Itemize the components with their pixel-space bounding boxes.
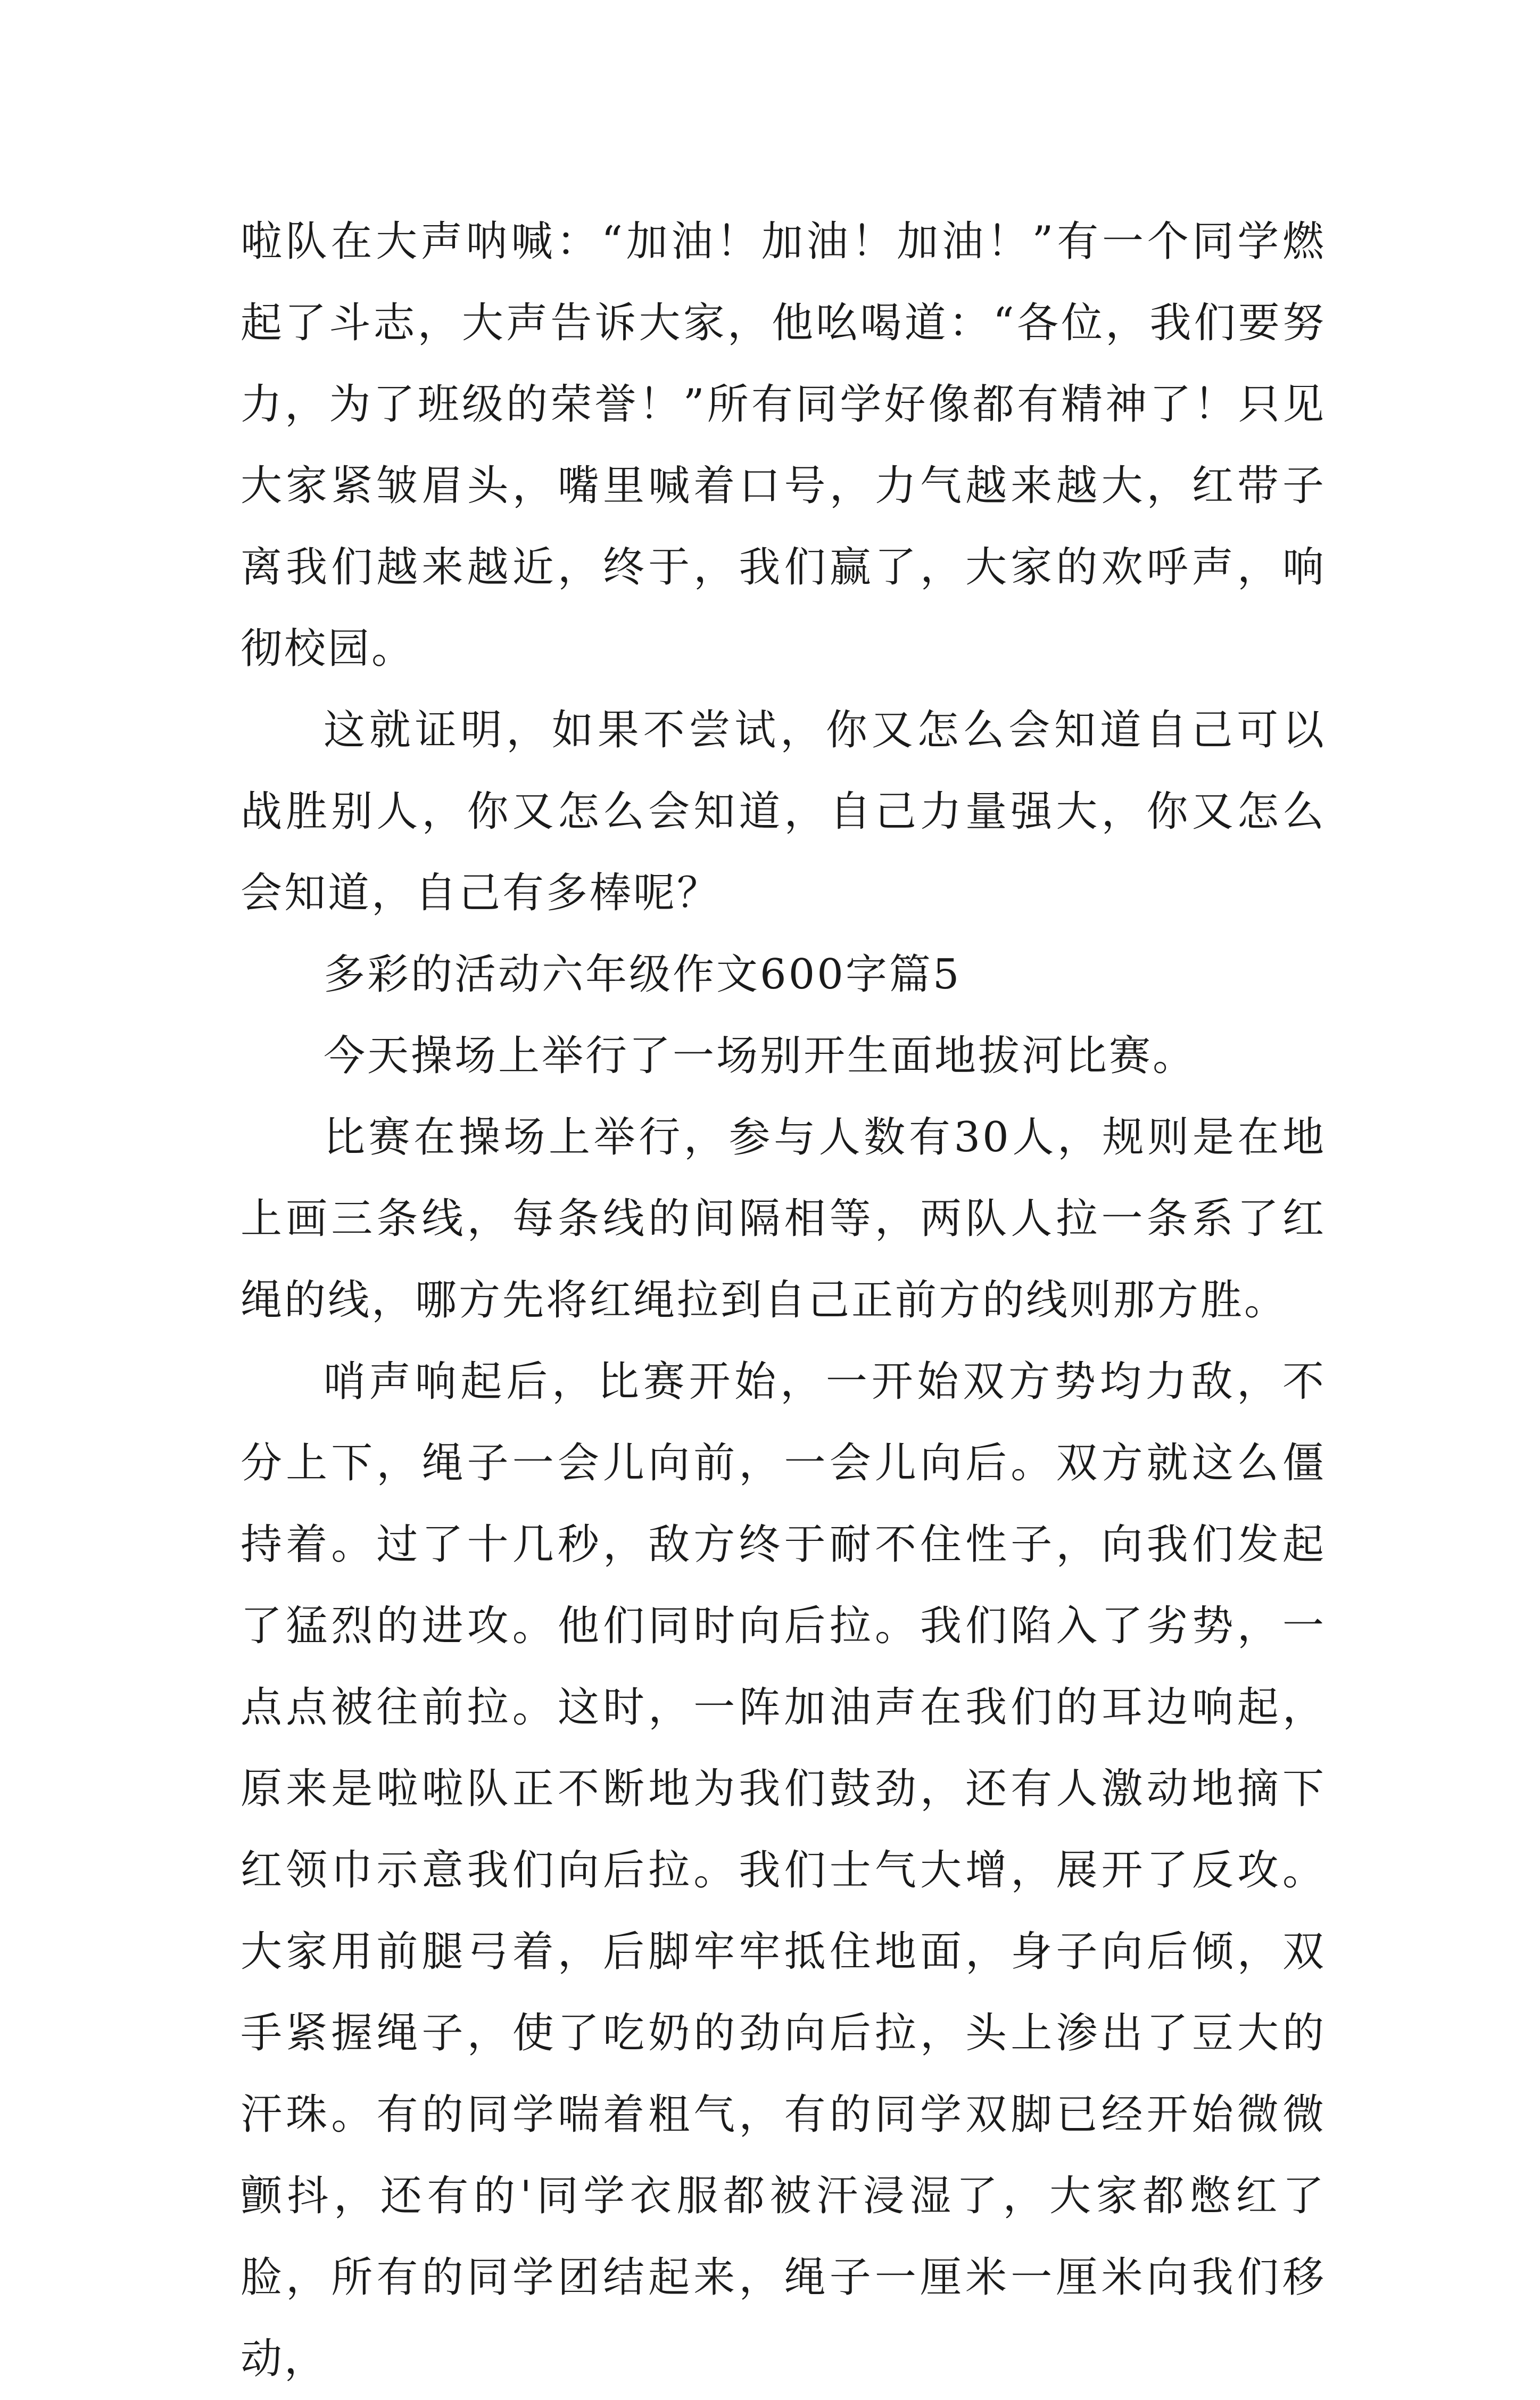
paragraph: 比赛在操场上举行，参与人数有30人，规则是在地上画三条线，每条线的间隔相等，两队人拉一条系了红绳的线，哪方先将红绳拉到自己正前方的线则那方胜。 bbox=[241, 1114, 1326, 1324]
body-text bbox=[241, 201, 1326, 2400]
paragraph: 这就证明，如果不尝试，你又怎么会知道自己可以战胜别人，你又怎么会知道，自己力量强大，你又怎么会知道，自己有多棒呢？ bbox=[241, 706, 1326, 917]
paragraph: 啦队在大声呐喊：“加油！加油！加油！”有一个同学燃起了斗志，大声告诉大家，他吆喝道：“各位，我们要努力，为了班级的荣誉！”所有同学好像都有精神了！只见大家紧皱眉头，嘴里喊着口号，力气越来越大，红带子离我们越来越近，终于，我们赢了，大家的欢呼声，响彻校园。 bbox=[241, 218, 1326, 673]
paragraph: 今天操场上举行了一场别开生面地拔河比赛。 bbox=[324, 1032, 1197, 1080]
paragraph: 哨声响起后，比赛开始，一开始双方势均力敌，不分上下，绳子一会儿向前，一会儿向后。双方就这么僵持着。过了十几秒，敌方终于耐不住性子，向我们发起了猛烈的进攻。他们同时向后拉。我们陷入了劣势，一点点被往前拉。这时，一阵加油声在我们的耳边响起，原来是啦啦队正不断地为我们鼓劲，还有人激动地摘下红领巾示意我们向后拉。我们士气大增，展开了反攻。大家用前腿弓着，后脚牢牢抵住地面，身子向后倾，双手紧握绳子，使了吃奶的劲向后拉，头上渗出了豆大的汗珠。有的同学喘着粗气，有的同学双脚已经开始微微颤抖，还有的'同学衣服都被汗浸湿了，大家都憋红了脸，所有的同学团结起来，绳子一厘米一厘米向我们移动， bbox=[241, 1358, 1326, 2383]
section-heading: 多彩的活动六年级作文600字篇5 bbox=[324, 951, 962, 999]
